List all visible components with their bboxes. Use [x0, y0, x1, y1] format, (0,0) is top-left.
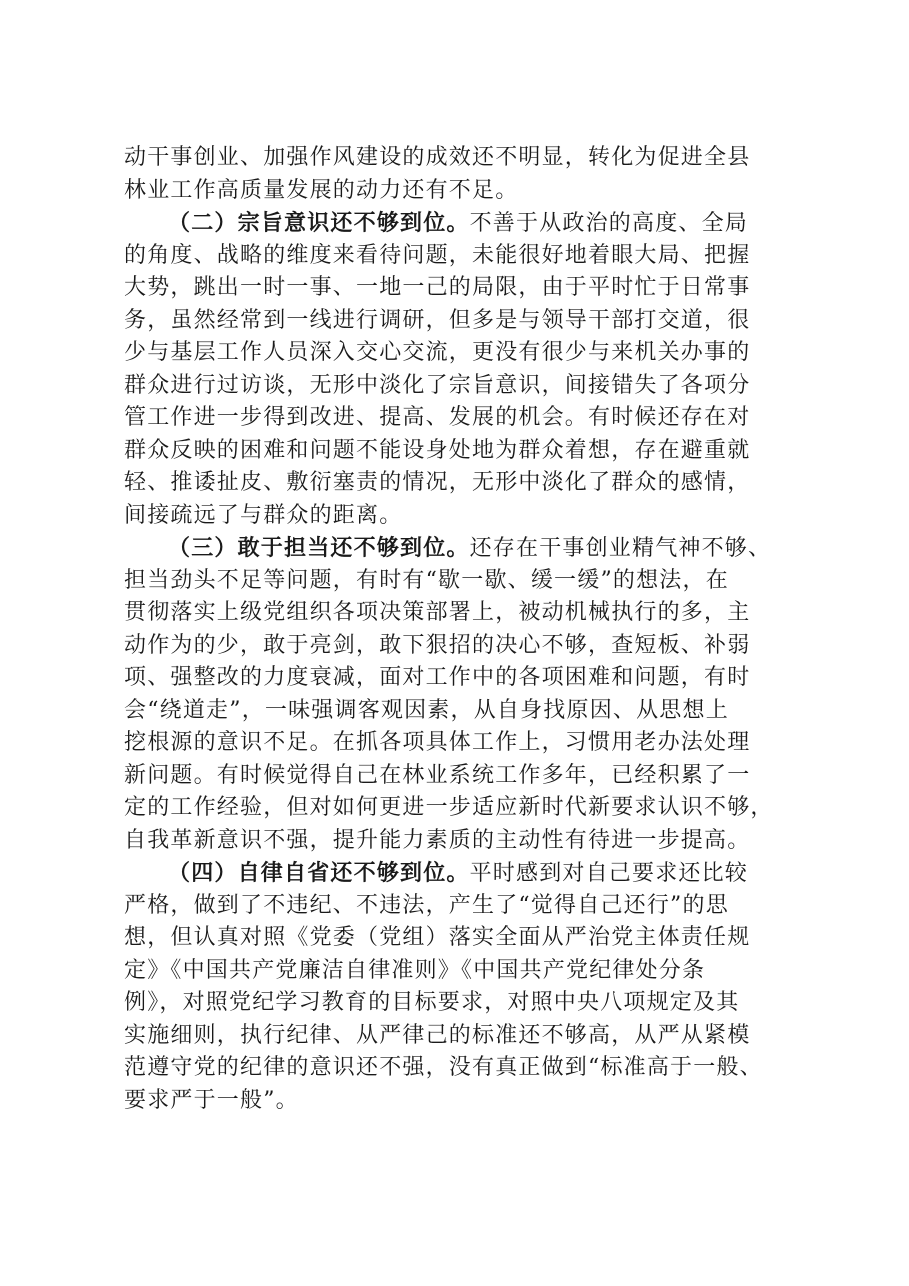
text-line: 间接疏远了与群众的距离。	[124, 502, 403, 528]
text-line: 要求严于一般”。	[124, 1087, 299, 1113]
section-text: 不善于从政治的高度、全局	[469, 211, 749, 236]
text-line: 群众反映的困难和问题不能设身处地为群众着想，存在避重就	[124, 437, 751, 463]
text-line: 大势，跳出一时一事、一地一己的局限，由于平时忙于日常事	[124, 275, 751, 300]
text-line: 定》《中国共产党廉洁自律准则》《中国共产党纪律处分条	[124, 957, 706, 983]
section-text: 平时感到对自己要求还比较	[469, 861, 749, 886]
text-line: 自我革新意识不强，提升能力素质的主动性有待进一步提高。	[124, 827, 751, 853]
text-line: 项、强整改的力度衰减，面对工作中的各项困难和问题，有时	[124, 665, 751, 690]
section-text: 还存在干事创业精气神不够、	[469, 536, 772, 561]
text-line: 贯彻落实上级党组织各项决策部署上，被动机械执行的多，主	[124, 600, 751, 625]
text-line: 挖根源的意识不足。在抓各项具体工作上，习惯用老办法处理	[124, 730, 751, 755]
text-line: 的角度、战略的维度来看待问题，未能很好地着眼大局、把握	[124, 242, 751, 268]
section-line	[124, 857, 798, 890]
text-line: 实施细则，执行纪律、从严律己的标准还不够高，从严从紧模	[124, 1022, 751, 1048]
text-line: 范遵守党的纪律的意识还不强，没有真正做到“标准高于一般、	[124, 1055, 763, 1080]
section-heading: （四）自律自省还不够到位。	[168, 860, 470, 886]
text-line: 轻、推诿扯皮、敷衍塞责的情况，无形中淡化了群众的感情，	[124, 470, 751, 495]
text-line: 动作为的少，敢于亮剑，敢下狠招的决心不够，查短板、补弱	[124, 632, 751, 658]
text-line: 动干事创业、加强作风建设的成效还不明显，转化为促进全县	[124, 145, 751, 170]
section-line	[124, 532, 798, 565]
section-heading: （二）宗旨意识还不够到位。	[168, 210, 470, 236]
section-heading: （三）敢于担当还不够到位。	[168, 535, 470, 561]
document-body	[124, 142, 798, 1117]
text-line: 新问题。有时候觉得自己在林业系统工作多年，已经积累了一	[124, 762, 751, 788]
text-line: 严格，做到了不违纪、不违法，产生了“觉得自己还行”的思	[124, 892, 729, 918]
text-line: 少与基层工作人员深入交心交流，更没有很少与来机关办事的	[124, 340, 751, 365]
text-line: 想，但认真对照《党委（党组）落实全面从严治党主体责任规	[124, 925, 751, 950]
text-line: 定的工作经验，但对如何更进一步适应新时代新要求认识不够，	[124, 795, 774, 820]
text-line: 担当劲头不足等问题，有时有“歇一歇、缓一缓”的想法，在	[124, 567, 729, 593]
text-line: 会“绕道走”，一味强调客观因素，从自身找原因、从思想上	[124, 697, 729, 723]
section-line	[124, 207, 798, 240]
text-line: 群众进行过访谈，无形中淡化了宗旨意识，间接错失了各项分	[124, 372, 751, 398]
text-line: 例》，对照党纪学习教育的目标要求，对照中央八项规定及其	[124, 990, 740, 1015]
text-line: 林业工作高质量发展的动力还有不足。	[124, 177, 519, 203]
text-line: 务，虽然经常到一线进行调研，但多是与领导干部打交道，很	[124, 307, 751, 333]
text-line: 管工作进一步得到改进、提高、发展的机会。有时候还存在对	[124, 405, 751, 430]
